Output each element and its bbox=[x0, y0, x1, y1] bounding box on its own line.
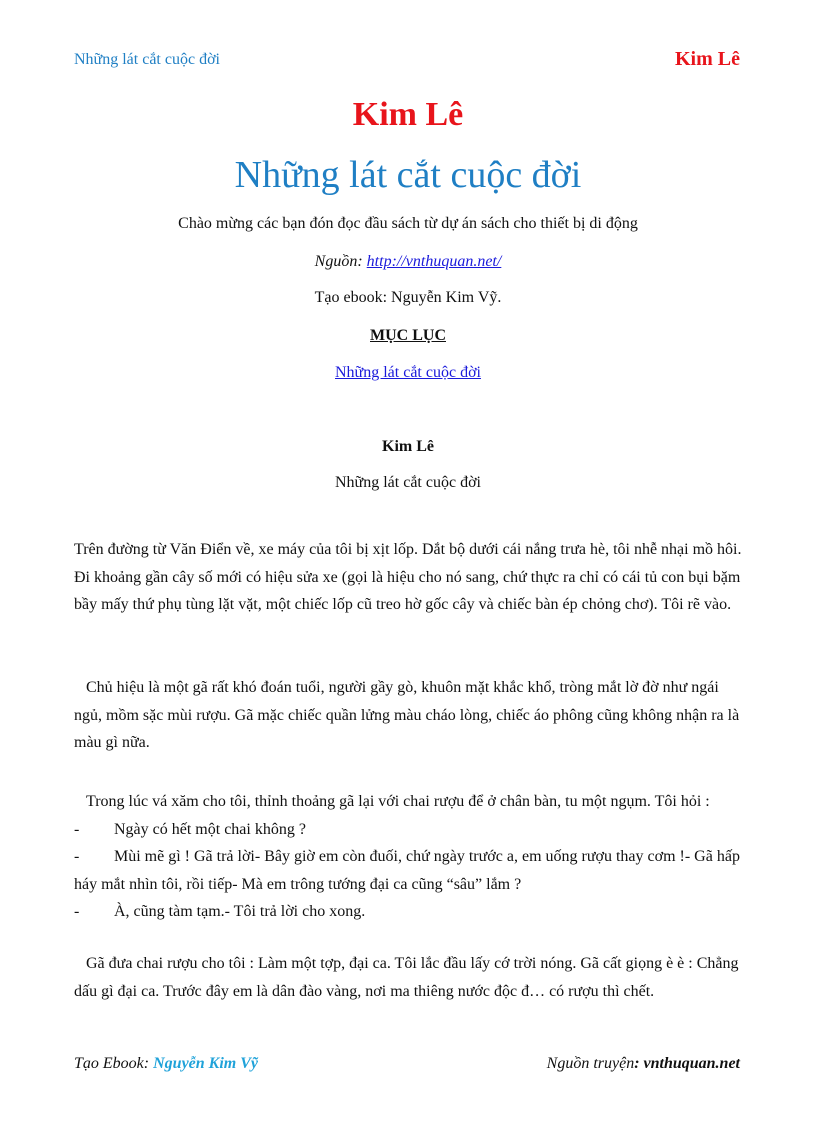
dialog-text-3: À, cũng tàm tạm.- Tôi trả lời cho xong. bbox=[114, 903, 366, 920]
chapter-author: Kim Lê bbox=[382, 438, 434, 455]
book-author-heading: Kim Lê bbox=[352, 96, 464, 133]
dialog-dash: - bbox=[74, 903, 80, 920]
paragraph-3: Trong lúc vá xăm cho tôi, thỉnh thoảng gã lại với chai rượu để ở chân bàn, tu một ngụm. Tôi hỏi : bbox=[86, 793, 710, 810]
dialog-text-2: Mùi mẽ gì ! Gã trả lời- Bây giờ em còn đuối, chứ ngày trước a, em uống rượu thay cơm !- Gã hấp háy mắt nhìn tôi, rồi tiếp- Mà em trông tướng đại ca cũng “sâu” lắm ? bbox=[74, 848, 740, 893]
paragraph-4: Gã đưa chai rượu cho tôi : Làm một tợp, đại ca. Tôi lắc đầu lấy cớ trời nóng. Gã cất giọng è è : Chẳng dấu gì đại ca. Trước đây em là dân đào vàng, nơi ma thiêng nước độc đ… có rượu thì chết. bbox=[74, 955, 739, 1000]
footer-source-site: vnthuquan.net bbox=[643, 1055, 740, 1072]
book-title-heading: Những lát cắt cuộc đời bbox=[234, 154, 582, 196]
chapter-title: Những lát cắt cuộc đời bbox=[335, 474, 481, 491]
running-header-title: Những lát cắt cuộc đời bbox=[74, 51, 220, 68]
footer-source-separator: : bbox=[634, 1055, 644, 1072]
toc-link-chapter-1[interactable]: Những lát cắt cuộc đời bbox=[335, 364, 481, 381]
source-line bbox=[0, 253, 816, 271]
footer-ebook-separator: : bbox=[143, 1055, 154, 1072]
paragraph-2: Chủ hiệu là một gã rất khó đoán tuổi, người gầy gò, khuôn mặt khắc khổ, tròng mắt lờ đờ như ngái ngủ, mồm sặc mùi rượu. Gã mặc chiếc quần lửng màu cháo lòng, chiếc áo phông cũng không nhận ra là màu gì nữa. bbox=[74, 679, 740, 751]
dialog-line-1 bbox=[74, 816, 744, 844]
dialog-line-3 bbox=[74, 898, 744, 926]
dialog-line-2 bbox=[74, 843, 744, 898]
welcome-text: Chào mừng các bạn đón đọc đầu sách từ dự án sách cho thiết bị di động bbox=[178, 215, 638, 232]
footer-ebook-name: Nguyễn Kim Vỹ bbox=[153, 1055, 258, 1072]
footer-source-credit bbox=[547, 1055, 740, 1073]
dialog-text-1: Ngày có hết một chai không ? bbox=[114, 820, 306, 838]
running-header-author: Kim Lê bbox=[675, 48, 740, 70]
footer-ebook-credit bbox=[74, 1055, 258, 1073]
ebook-creator-text: Tạo ebook: Nguyễn Kim Vỹ. bbox=[314, 289, 502, 306]
source-label: Nguồn: bbox=[314, 253, 367, 270]
dialog-dash: - bbox=[74, 848, 80, 865]
footer-ebook-label: Tạo Ebook bbox=[74, 1055, 144, 1072]
toc-heading: MỤC LỤC bbox=[370, 327, 446, 344]
source-link[interactable]: http://vnthuquan.net/ bbox=[366, 253, 502, 270]
paragraph-1: Trên đường từ Văn Điển về, xe máy của tôi bị xịt lốp. Dắt bộ dưới cái nắng trưa hè, tôi nhễ nhại mồ hôi. Đi khoảng gần cây số mới có hiệu sửa xe (gọi là hiệu cho nó sang, chứ thực ra chỉ có cái tủ con bụi bặm bầy mấy thứ phụ tùng lặt vặt, một chiếc lốp cũ treo hờ gốc cây và chiếc bàn ép chỏng chơ). Tôi rẽ vào. bbox=[74, 541, 742, 613]
dialog-section bbox=[74, 788, 744, 926]
dialog-dash: - bbox=[74, 820, 80, 838]
footer-source-label: Nguồn truyện bbox=[546, 1055, 635, 1072]
